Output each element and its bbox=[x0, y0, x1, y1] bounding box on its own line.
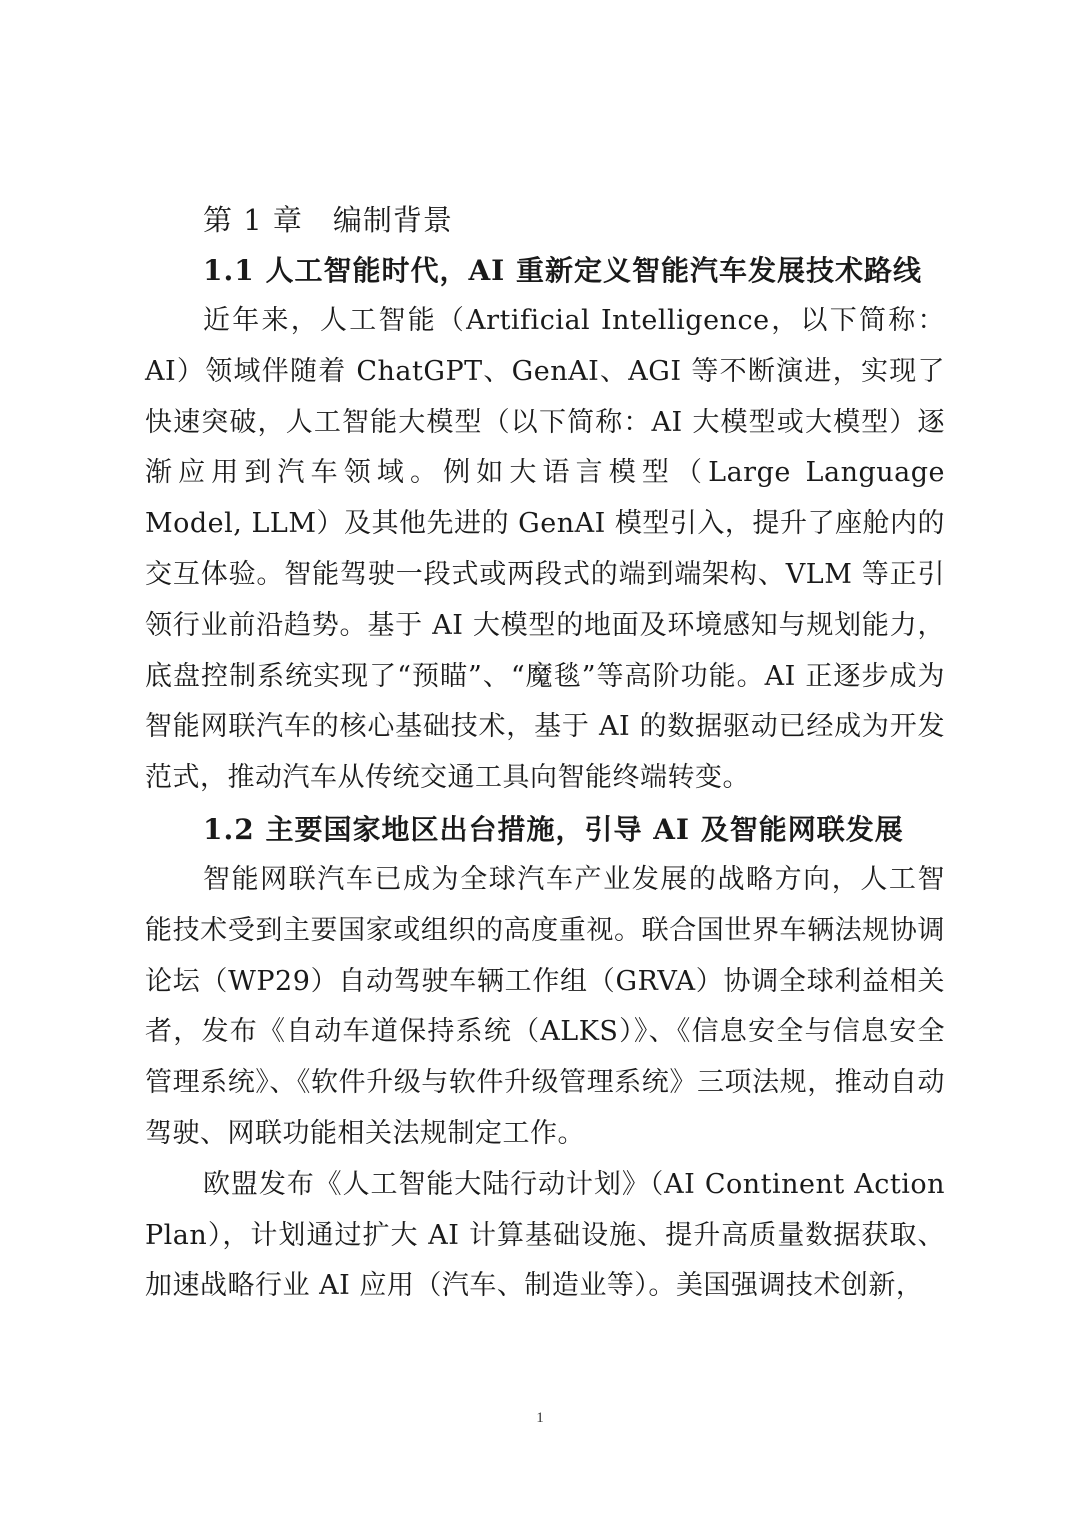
section-heading: 1.2 主要国家地区出台措施，引导 AI 及智能网联发展 bbox=[203, 812, 904, 846]
chapter-title: 第 1 章 编制背景 bbox=[203, 203, 453, 237]
body-paragraph: 近年来，人工智能（Artificial Intelligence，以下简称：AI）领域伴随着 ChatGPT、GenAI、AGI 等不断演进，实现了快速突破，人工智能大模型（以下简称：AI 大模型或大模型）逐渐应用到汽车领域。例如大语言模型（Large Language Model, LLM）及其他先进的 GenAI 模型引入，提升了座舱内的交互体验。智能驾驶一段式或两段式的端到端架构、VLM 等正引领行业前沿趋势。基于 AI 大模型的地面及环境感知与规划能力，底盘控制系统实现了“预瞄”、“魔毯”等高阶功能。AI 正逐步成为智能网联汽车的核心基础技术，基于 AI 的数据驱动已经成为开发范式，推动汽车从传统交通工具向智能终端转变。 bbox=[145, 305, 945, 794]
document-page bbox=[145, 195, 945, 1312]
page-number: 1 bbox=[536, 1410, 544, 1426]
body-paragraph: 欧盟发布《人工智能大陆行动计划》（AI Continent Action Plan），计划通过扩大 AI 计算基础设施、提升高质量数据获取、加速战略行业 AI 应用（汽车、制造业等）。美国强调技术创新， bbox=[145, 1168, 945, 1302]
section-1-1 bbox=[145, 245, 945, 804]
body-paragraph: 智能网联汽车已成为全球汽车产业发展的战略方向，人工智能技术受到主要国家或组织的高度重视。联合国世界车辆法规协调论坛（WP29）自动驾驶车辆工作组（GRVA）协调全球利益相关者，发布《自动车道保持系统（ALKS）》、《信息安全与信息安全管理系统》、《软件升级与软件升级管理系统》三项法规，推动自动驾驶、网联功能相关法规制定工作。 bbox=[145, 863, 945, 1149]
section-heading: 1.1 人工智能时代，AI 重新定义智能汽车发展技术路线 bbox=[203, 254, 923, 287]
section-1-2 bbox=[145, 804, 945, 1312]
